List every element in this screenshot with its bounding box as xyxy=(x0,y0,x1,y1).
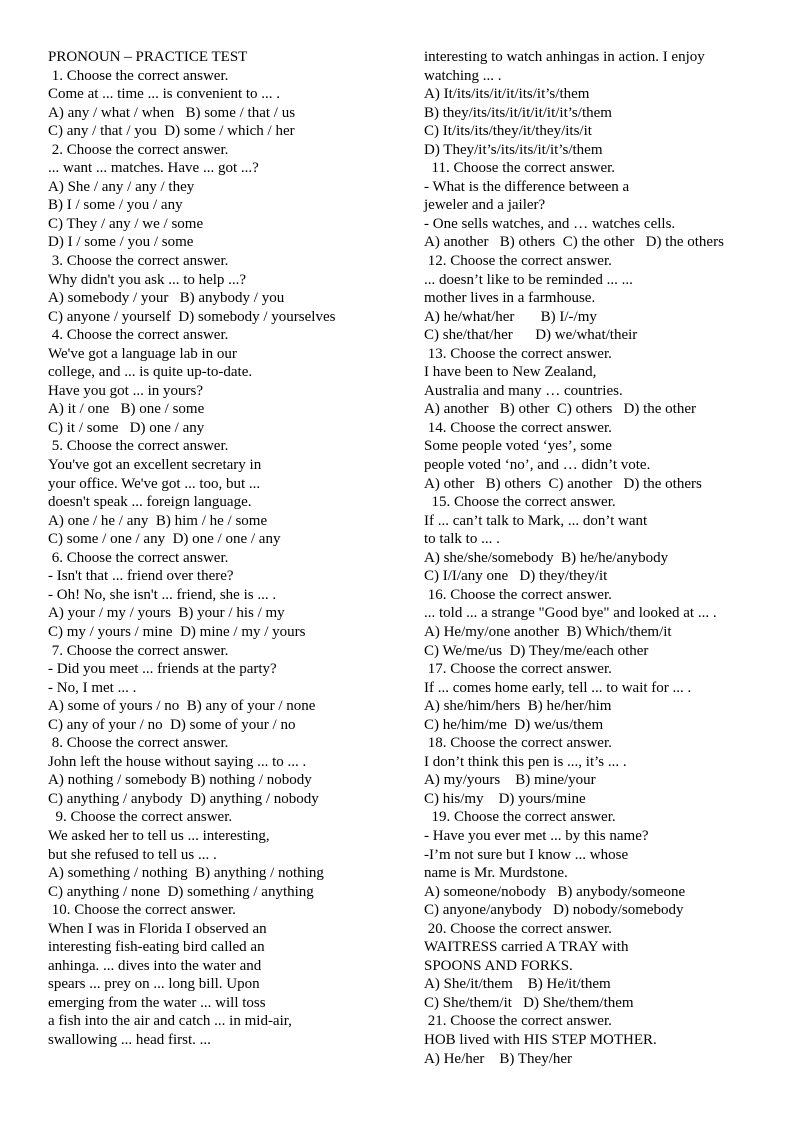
text-line: A) somebody / your B) anybody / you xyxy=(48,290,285,307)
text-line: HOB lived with HIS STEP MOTHER. xyxy=(424,1031,657,1048)
text-line: to talk to ... . xyxy=(424,531,500,548)
text-line: A) someone/nobody B) anybody/someone xyxy=(424,883,686,900)
text-line: A) He/her B) They/her xyxy=(424,1050,573,1067)
text-line: We've got a language lab in our xyxy=(48,345,237,362)
document-title: PRONOUN – PRACTICE TEST xyxy=(48,49,248,65)
text-line: SPOONS AND FORKS. xyxy=(424,957,573,974)
text-line: 15. Choose the correct answer. xyxy=(424,494,616,511)
text-line: A) any / what / when B) some / that / us xyxy=(48,104,296,121)
text-line: You've got an excellent secretary in xyxy=(48,457,262,474)
text-line: 10. Choose the correct answer. xyxy=(48,902,236,919)
left-column xyxy=(48,48,408,1050)
text-line: We asked her to tell us ... interesting, xyxy=(48,827,270,844)
text-line: 19. Choose the correct answer. xyxy=(424,809,616,826)
text-line: - Oh! No, she isn't ... friend, she is ... . xyxy=(48,586,277,603)
text-line: - What is the difference between a xyxy=(424,178,630,195)
text-line: college, and ... is quite up-to-date. xyxy=(48,364,253,381)
text-line: 7. Choose the correct answer. xyxy=(48,642,229,659)
text-line: 8. Choose the correct answer. xyxy=(48,735,229,752)
text-line: A) She / any / any / they xyxy=(48,178,195,195)
text-line: - Did you meet ... friends at the party? xyxy=(48,661,277,678)
text-line: I have been to New Zealand, xyxy=(424,364,597,381)
text-line: ... doesn’t like to be reminded ... ... xyxy=(424,271,633,288)
text-line: emerging from the water ... will toss xyxy=(48,994,266,1011)
text-line: 6. Choose the correct answer. xyxy=(48,549,229,566)
text-line: If ... comes home early, tell ... to wait for ... . xyxy=(424,679,692,696)
text-line: C) I/I/any one D) they/they/it xyxy=(424,568,608,585)
text-line: C) any of your / no D) some of your / no xyxy=(48,716,296,733)
text-line: A) another B) other C) others D) the other xyxy=(424,401,697,418)
text-line: jeweler and a jailer? xyxy=(424,197,546,214)
text-line: ... told ... a strange "Good bye" and looked at ... . xyxy=(424,605,717,622)
text-line: C) it / some D) one / any xyxy=(48,419,205,436)
text-line: 18. Choose the correct answer. xyxy=(424,735,612,752)
text-line: 20. Choose the correct answer. xyxy=(424,920,612,937)
text-line: - One sells watches, and … watches cells. xyxy=(424,215,676,232)
text-line: C) she/that/her D) we/what/their xyxy=(424,327,638,344)
text-line: C) he/him/me D) we/us/them xyxy=(424,716,604,733)
text-line: B) I / some / you / any xyxy=(48,197,183,214)
text-line: D) They/it’s/its/its/it/it’s/them xyxy=(424,141,603,158)
text-line: C) some / one / any D) one / one / any xyxy=(48,531,281,548)
text-line: - No, I met ... . xyxy=(48,679,137,696)
text-line: A) something / nothing B) anything / nothing xyxy=(48,865,324,882)
text-line: 3. Choose the correct answer. xyxy=(48,253,229,270)
text-line: people voted ‘no’, and … didn’t vote. xyxy=(424,457,651,474)
text-line: -I’m not sure but I know ... whose xyxy=(424,846,629,863)
text-line: A) it / one B) one / some xyxy=(48,401,205,418)
text-line: 14. Choose the correct answer. xyxy=(424,419,612,436)
text-line: A) some of yours / no B) any of your / none xyxy=(48,698,316,715)
text-line: ... want ... matches. Have ... got ...? xyxy=(48,160,259,177)
text-line: A) she/him/hers B) he/her/him xyxy=(424,698,612,715)
text-line: Have you got ... in yours? xyxy=(48,382,203,399)
text-line: A) another B) others C) the other D) the others xyxy=(424,234,724,251)
text-line: swallowing ... head first. ... xyxy=(48,1031,211,1048)
text-line: C) She/them/it D) She/them/them xyxy=(424,994,634,1011)
text-line: C) anyone/anybody D) nobody/somebody xyxy=(424,902,684,919)
text-line: spears ... prey on ... long bill. Upon xyxy=(48,976,260,993)
text-line: 5. Choose the correct answer. xyxy=(48,438,229,455)
text-line: Come at ... time ... is convenient to ... . xyxy=(48,86,281,103)
text-line: A) my/yours B) mine/your xyxy=(424,772,596,789)
text-line: watching ... . xyxy=(424,67,502,84)
text-line: A) she/she/somebody B) he/he/anybody xyxy=(424,549,669,566)
text-line: C) his/my D) yours/mine xyxy=(424,790,586,807)
text-line: mother lives in a farmhouse. xyxy=(424,290,596,307)
text-line: A) nothing / somebody B) nothing / nobody xyxy=(48,772,312,789)
text-line: 2. Choose the correct answer. xyxy=(48,141,229,158)
text-line: 13. Choose the correct answer. xyxy=(424,345,612,362)
text-line: - Isn't that ... friend over there? xyxy=(48,568,234,585)
text-line: 4. Choose the correct answer. xyxy=(48,327,229,344)
text-line: a fish into the air and catch ... in mid-air, xyxy=(48,1013,292,1030)
text-line: 21. Choose the correct answer. xyxy=(424,1013,612,1030)
text-line: Australia and many … countries. xyxy=(424,382,623,399)
text-line: B) they/its/its/it/it/it/it/it’s/them xyxy=(424,104,612,121)
text-line: I don’t think this pen is ..., it’s ... . xyxy=(424,753,627,770)
text-line: name is Mr. Murdstone. xyxy=(424,865,568,882)
text-line: A) other B) others C) another D) the others xyxy=(424,475,702,492)
text-line: WAITRESS carried A TRAY with xyxy=(424,939,629,956)
text-line: A) he/what/her B) I/-/my xyxy=(424,308,597,325)
text-line: A) It/its/its/it/it/its/it’s/them xyxy=(424,86,590,103)
text-line: C) any / that / you D) some / which / her xyxy=(48,123,295,140)
text-line: D) I / some / you / some xyxy=(48,234,194,251)
text-line: 12. Choose the correct answer. xyxy=(424,253,612,270)
text-line: doesn't speak ... foreign language. xyxy=(48,494,252,511)
text-line: A) your / my / yours B) your / his / my xyxy=(48,605,285,622)
text-line: interesting to watch anhingas in action. I enjoy xyxy=(424,49,705,65)
text-line: C) anything / none D) something / anything xyxy=(48,883,314,900)
text-line: - Have you ever met ... by this name? xyxy=(424,827,649,844)
text-line: C) anyone / yourself D) somebody / yourselves xyxy=(48,308,336,325)
text-line: anhinga. ... dives into the water and xyxy=(48,957,262,974)
text-line: 17. Choose the correct answer. xyxy=(424,661,612,678)
text-line: 1. Choose the correct answer. xyxy=(48,67,229,84)
text-line: 16. Choose the correct answer. xyxy=(424,586,612,603)
text-line: 11. Choose the correct answer. xyxy=(424,160,616,177)
text-line: If ... can’t talk to Mark, ... don’t want xyxy=(424,512,648,529)
text-line: When I was in Florida I observed an xyxy=(48,920,267,937)
text-line: but she refused to tell us ... . xyxy=(48,846,217,863)
text-line: C) anything / anybody D) anything / nobody xyxy=(48,790,319,807)
text-line: John left the house without saying ... to ... . xyxy=(48,753,307,770)
text-line: C) We/me/us D) They/me/each other xyxy=(424,642,649,659)
text-line: Why didn't you ask ... to help ...? xyxy=(48,271,247,288)
text-line: interesting fish-eating bird called an xyxy=(48,939,265,956)
text-line: C) They / any / we / some xyxy=(48,215,204,232)
right-column xyxy=(424,48,774,1068)
text-line: your office. We've got ... too, but ... xyxy=(48,475,261,492)
text-line: A) one / he / any B) him / he / some xyxy=(48,512,268,529)
text-line: C) It/its/its/they/it/they/its/it xyxy=(424,123,592,140)
text-line: Some people voted ‘yes’, some xyxy=(424,438,612,455)
text-line: A) He/my/one another B) Which/them/it xyxy=(424,623,672,640)
text-line: C) my / yours / mine D) mine / my / yours xyxy=(48,623,306,640)
text-line: A) She/it/them B) He/it/them xyxy=(424,976,611,993)
text-line: 9. Choose the correct answer. xyxy=(48,809,233,826)
